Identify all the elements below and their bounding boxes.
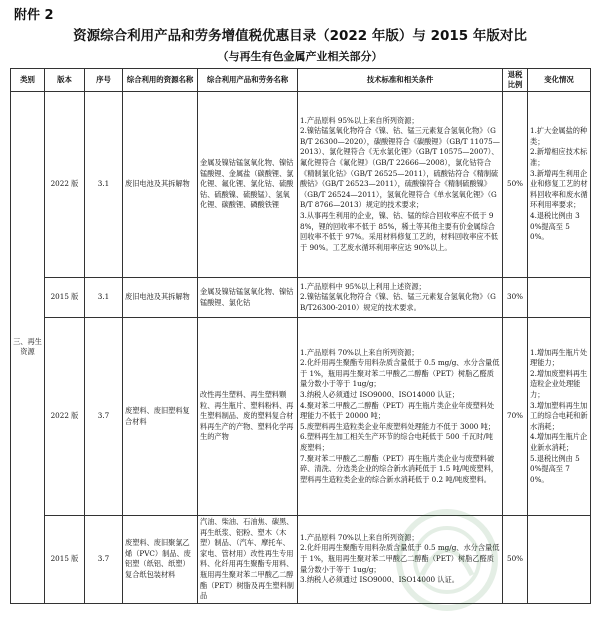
refund-cell: 30% bbox=[503, 278, 528, 318]
resource-cell: 废旧电池及其拆解物 bbox=[123, 92, 198, 278]
product-cell: 改性再生塑料、再生塑料颗粒、再生瓶片、塑料粉料、再生塑料制品、废的塑料复合材料再生产的产物、塑料化学再生的产物 bbox=[198, 318, 298, 516]
comparison-table bbox=[10, 68, 591, 604]
seq-cell: 3.1 bbox=[85, 278, 123, 318]
seq-cell: 3.7 bbox=[85, 516, 123, 604]
change-cell bbox=[528, 278, 591, 318]
page-title: 资源综合利用产品和劳务增值税优惠目录（2022 年版）与 2015 年版对比 bbox=[73, 28, 527, 44]
standard-cell: 1.产品原料 95%以上来自所列资源； 2.镍钴锰氢氧化物符合《镍、钴、锰三元素复合氢氧化物》（GB/T 26300—2020），碳酸锂符合《碳酸锂》（GB/T 11075—2013）、氯化锂符合《无水氯化锂》（GB/T 10575—2007）、氟化锂符合《氟化锂》（GB/T 22666—2008），氯化钴符合《精制氯化钴》（GB/T 26525—2011），硫酸钴符合《精制硫酸钴》（GB/T 26523—2011），硫酸镍符合《精制硫酸镍》（GB/T 26524—2011），氢氧化锂符合《单水氢氧化锂》（GB/T 8766—2013）规定的技术要求； 3.从事再生利用的企业，镍、钴、锰的综合回收率应不低于 98%，锂的回收率不低于 85%，稀土等其他主要有价金属综合回收率不低于 97%。采用材料修复工艺的，材料回收率应不低于 90%。工艺废水循环利用率应达 90%以上。 bbox=[298, 92, 503, 278]
header-seq: 序号 bbox=[85, 69, 123, 92]
version-cell: 2022 版 bbox=[45, 92, 85, 278]
header-standard: 技术标准和相关条件 bbox=[298, 69, 503, 92]
refund-cell: 50% bbox=[503, 92, 528, 278]
resource-cell: 废旧电池及其拆解物 bbox=[123, 278, 198, 318]
header-change: 变化情况 bbox=[528, 69, 591, 92]
version-cell: 2022 版 bbox=[45, 318, 85, 516]
standard-cell: 1.产品原料 70%以上来自所列资源； 2.化纤用再生聚酯专用料杂质含量低于 0.5 mg/g、水分含量低于 1%，瓶用再生聚对苯二甲酸乙二醇酯（PET）树脂乙醛质量分数小于等于 1ug/g； 3.纳税人必须通过 ISO9000、ISO14000 认证； 4.聚对苯二甲酸乙二醇酯（PET）再生瓶片类企业年废塑料处理能力不低于 20000 吨； 5.废塑料再生造粒类企业年废塑料处理能力不低于 3000 吨； 6.塑料再生加工相关生产环节的综合电耗低于 500 千瓦时/吨废塑料； 7.聚对苯二甲酸乙二醇酯（PET）再生瓶片类企业与废塑料破碎、清洗、分选类企业的综合新水消耗低于 1.5 吨/吨废塑料，塑料再生造粒类企业的综合新水消耗低于 0.2 吨/吨废塑料。 bbox=[298, 318, 503, 516]
version-cell: 2015 版 bbox=[45, 278, 85, 318]
header-product: 综合利用产品和劳务名称 bbox=[198, 69, 298, 92]
attachment-label: 附件 2 bbox=[14, 8, 54, 23]
table-row bbox=[11, 92, 591, 278]
change-cell: 1.增加再生瓶片处理能力； 2.增加废塑料再生造粒企业处理能力； 3.增加塑料再生加工的综合电耗和新水消耗； 4.增加再生瓶片企业新水消耗； 5.退税比例由 50%提高至 70%。 bbox=[528, 318, 591, 516]
change-cell: 1.扩大金属盐的种类； 2.新增相应技术标准； 3.新增再生利用企业和修复工艺的材料回收率和废水循环利用率要求； 4.退税比例由 30%提高至 50%。 bbox=[528, 92, 591, 278]
table-row bbox=[11, 318, 591, 516]
table-header-row bbox=[11, 69, 591, 92]
resource-cell: 废塑料、废旧塑料复合材料 bbox=[123, 318, 198, 516]
standard-cell: 1.产品原料 70%以上来自所列资源； 2.化纤用再生聚酯专用料杂质含量低于 0.5 mg/g、水分含量低于 1%，瓶用再生聚对苯二甲酸乙二醇酯（PET）树脂乙醛质量分数小于等于 1ug/g； 3.纳税人必须通过 ISO9000、ISO14000 认证。 bbox=[298, 516, 503, 604]
header-version: 版本 bbox=[45, 69, 85, 92]
seq-cell: 3.7 bbox=[85, 318, 123, 516]
product-cell: 金属及镍钴锰氢氧化物、镍钴锰酸锂、金属盐（碳酸锂、氯化锂、氟化锂、氯化钴、硫酸钴、硫酸镍、硫酸锰）、氢氧化锂、碳酸锂、磷酸铁锂 bbox=[198, 92, 298, 278]
change-cell bbox=[528, 516, 591, 604]
refund-cell: 70% bbox=[503, 318, 528, 516]
product-cell: 汽油、柴油、石油焦、碳黑、再生纸浆、铝粉、塑木（木塑）制品、（汽车、摩托车、家电、管材用）改性再生专用料、化纤用再生聚酯专用料、瓶用再生聚对苯二甲酸乙二醇酯（PET）树脂及再生塑料制品 bbox=[198, 516, 298, 604]
table-row bbox=[11, 278, 591, 318]
header-refund: 退税比例 bbox=[503, 69, 528, 92]
page-subtitle: （与再生有色金属产业相关部分） bbox=[217, 50, 383, 63]
refund-cell: 50% bbox=[503, 516, 528, 604]
header-category: 类别 bbox=[11, 69, 45, 92]
seq-cell: 3.1 bbox=[85, 92, 123, 278]
category-cell: 三、再生资源 bbox=[11, 92, 45, 604]
resource-cell: 废塑料、废旧聚氯乙烯（PVC）制品、废铝塑（纸铝、纸塑）复合纸包装材料 bbox=[123, 516, 198, 604]
header-resource: 综合利用的资源名称 bbox=[123, 69, 198, 92]
table-row bbox=[11, 516, 591, 604]
product-cell: 金属及镍钴锰氢氧化物、镍钴锰酸锂、氯化钴 bbox=[198, 278, 298, 318]
version-cell: 2015 版 bbox=[45, 516, 85, 604]
standard-cell: 1.产品原料中 95%以上利用上述资源； 2.镍钴锰氢氧化物符合《镍、钴、锰三元素复合氢氧化物》（GB/T26300-2010）规定的技术要求。 bbox=[298, 278, 503, 318]
